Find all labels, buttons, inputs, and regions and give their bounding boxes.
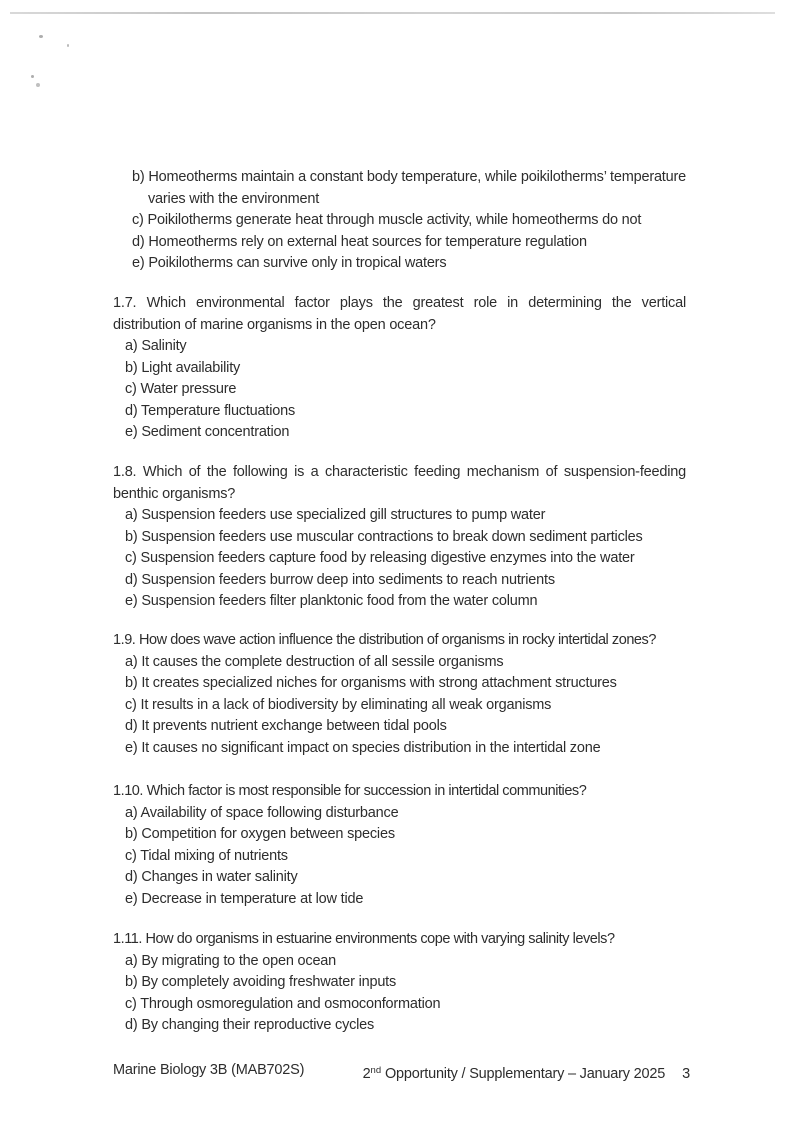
question-text: How do organisms in estuarine environments cope with varying salinity levels?	[145, 931, 615, 947]
question-stem	[113, 293, 686, 336]
question-1-9	[113, 630, 686, 759]
option-line: c) It results in a lack of biodiversity by eliminating all weak organisms	[125, 696, 552, 713]
option-line: a) Salinity	[125, 338, 187, 354]
question-1-8	[113, 462, 686, 613]
question-text: Which factor is most responsible for succession in intertidal communities?	[146, 783, 587, 799]
question-text: Which of the following is a characteristic feeding mechanism of suspension-feeding benthic organisms?	[113, 464, 686, 502]
option-line: c) Poikilotherms generate heat through muscle activity, while homeotherms do not	[132, 212, 642, 228]
footer-session-info	[363, 1060, 690, 1086]
question-number: 1.7.	[113, 295, 137, 311]
option-line: d) By changing their reproductive cycles	[125, 1017, 375, 1033]
option-line: d) Changes in water salinity	[125, 869, 298, 885]
option-line: d) It prevents nutrient exchange between tidal pools	[125, 718, 447, 734]
option-line: b) Competition for oxygen between species	[125, 826, 395, 842]
question-1-11	[113, 929, 686, 1037]
option-line: c) Water pressure	[125, 381, 237, 397]
option-line: c) Tidal mixing of nutrients	[125, 847, 288, 864]
option-line: e) It causes no significant impact on species distribution in the intertidal zone	[125, 739, 601, 756]
option-line: a) Suspension feeders use specialized gill structures to pump water	[125, 507, 546, 523]
question-stem	[113, 781, 686, 803]
option-line: b) Suspension feeders use muscular contractions to break down sediment particles	[125, 528, 643, 545]
option-line: c) Through osmoregulation and osmoconformation	[125, 995, 441, 1012]
footer-session-ordinal: nd	[370, 1065, 382, 1076]
question-number: 1.8.	[113, 464, 137, 480]
option-line: c) Suspension feeders capture food by releasing digestive enzymes into the water	[125, 550, 635, 566]
option-line: b) Light availability	[125, 359, 241, 376]
question-number: 1.11.	[113, 931, 142, 947]
option-line: a) By migrating to the open ocean	[125, 952, 337, 969]
option-line: a) Availability of space following disturbance	[125, 804, 399, 821]
option-line: a) It causes the complete destruction of all sessile organisms	[125, 653, 504, 670]
question-1-6-continued-options	[113, 167, 686, 275]
question-text: Which environmental factor plays the greatest role in determining the vertical distribution of marine organisms in the open ocean?	[113, 295, 686, 333]
scan-artifact	[39, 35, 43, 38]
page-footer	[113, 1060, 690, 1086]
option-line: d) Temperature fluctuations	[125, 402, 296, 419]
question-stem	[113, 462, 686, 505]
option-line: e) Sediment concentration	[125, 424, 290, 440]
option-line: b) It creates specialized niches for organisms with strong attachment structures	[125, 675, 617, 691]
option-line: e) Suspension feeders filter planktonic food from the water column	[125, 593, 538, 609]
footer-session-rest: Opportunity / Supplementary – January 2025	[384, 1066, 666, 1082]
option-line: e) Decrease in temperature at low tide	[125, 890, 364, 907]
question-1-7	[113, 293, 686, 444]
option-line: d) Homeotherms rely on external heat sources for temperature regulation	[132, 233, 587, 250]
option-line: b) By completely avoiding freshwater inputs	[125, 974, 397, 990]
footer-session-number: 2	[362, 1066, 371, 1082]
footer-page-number: 3	[682, 1066, 690, 1082]
scan-artifact	[31, 75, 34, 78]
page-top-rule	[10, 12, 775, 14]
question-number: 1.10.	[113, 783, 143, 799]
option-line: b) Homeotherms maintain a constant body temperature, while poikilotherms’ temperature varies with the environment	[132, 169, 686, 207]
scan-artifact	[36, 83, 40, 87]
question-stem	[113, 630, 686, 652]
question-text: How does wave action influence the distribution of organisms in rocky intertidal zones?	[138, 632, 656, 648]
option-line: d) Suspension feeders burrow deep into sediments to reach nutrients	[125, 571, 555, 588]
option-line: e) Poikilotherms can survive only in tropical waters	[132, 255, 447, 271]
scan-artifact	[67, 44, 69, 47]
question-1-10	[113, 781, 686, 910]
footer-course-code: Marine Biology 3B (MAB702S)	[113, 1062, 305, 1078]
question-number: 1.9.	[113, 632, 136, 648]
question-stem	[113, 929, 686, 951]
